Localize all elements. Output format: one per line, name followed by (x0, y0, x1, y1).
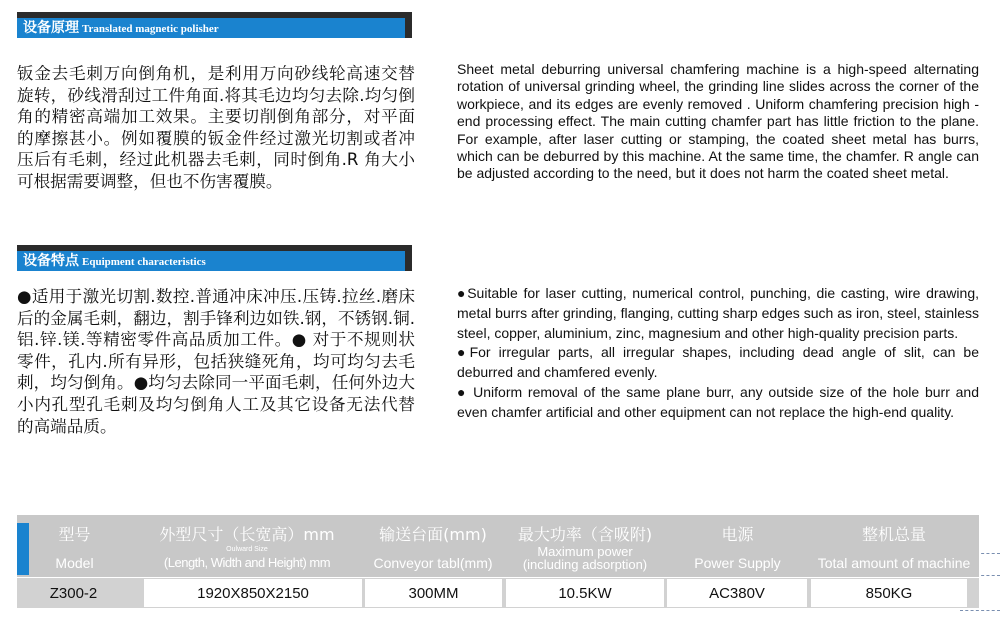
column-header-small-en: Oulward Size (226, 546, 268, 553)
cell-power: 10.5KW (506, 579, 664, 607)
table-row (17, 578, 979, 608)
column-header-cn: 输送台面(mm) (379, 525, 487, 544)
column-header-size (132, 515, 362, 577)
column-header-conveyor (362, 515, 504, 577)
column-header-en: Conveyor tabl(mm) (373, 555, 493, 571)
principle-paragraph-cn: 钣金去毛刺万向倒角机，是利用万向砂线轮高速交替旋转，砂线滑刮过工件角面.将其毛边均匀去除.均匀倒角的精密高端加工效果。主要切削倒角部分，对平面的摩擦甚小。例如覆膜的钣金件经过激光切割或者冲压后有毛刺，经过此机器去毛刺，同时倒角.R 角大小可根据需要调整，但也不伤害覆膜。 (17, 64, 415, 191)
column-header-en: (Length, Width and Height) mm (163, 555, 331, 570)
cell-size: 1920X850X2150 (144, 579, 362, 607)
column-header-en: Power Supply (694, 555, 781, 571)
table-accent-strip (17, 523, 29, 575)
column-header-cn: 最大功率（含吸附) (517, 525, 653, 544)
column-header-cn: 电源 (721, 525, 754, 544)
feature-bullet-en: ● Uniform removal of the same plane burr, any outside size of the hole burr and even chamfer artificial and other equipment can not replace the high-end quality. (457, 383, 979, 420)
column-header-model (17, 515, 132, 577)
cell-power-supply: AC380V (667, 579, 807, 607)
header-title-cn: 设备原理 (23, 20, 79, 36)
features-text-en (457, 284, 979, 423)
principle-text-cn (17, 63, 415, 193)
features-paragraph-cn: ●适用于激光切割.数控.普通冲床冲压.压铸.拉丝.磨床后的金属毛刺，翻边，割手锋利边如铁.钢，不锈钢.铜.铝.锌.镁.等精密零件高品质加工件。● 对于不规则状零件，孔内.所有异形，包括狭缝死角，均可均匀去毛刺，均匀倒角。●均匀去除同一平面毛刺，任何外边大小内孔型孔毛刺及均匀倒角人工及其它设备无法代替的高端品质。 (17, 287, 415, 436)
column-header-cn: 外型尺寸（长宽高）mm (159, 525, 335, 544)
column-header-en: Total amount of machine (817, 555, 971, 571)
principle-paragraph-en: Sheet metal deburring universal chamfering machine is a high-speed alternating rotation of universal grinding wheel, the grinding line slides across the corner of the workpiece, and its edges are evenly removed . Uniform chamfering precision high - end processing effect. The main cutting chamfer part has little friction to the plane. For example, after laser cutting or stamping, the coated sheet metal has burrs, which can be deburred by this machine. At the same time, the chamfer. R angle can be adjusted according to the need, but it does not harm the coated sheet metal. (457, 61, 979, 182)
column-header-power-supply (666, 515, 809, 577)
section-header-principle (17, 12, 412, 38)
dashed-divider (960, 610, 1000, 611)
column-header-cn: 型号 (58, 525, 91, 544)
cell-conveyor: 300MM (365, 579, 502, 607)
header-title-en: Translated magnetic polisher (82, 23, 219, 35)
cell-model: Z300-2 (17, 579, 130, 607)
column-header-en: Model (55, 555, 94, 571)
features-text-cn (17, 286, 415, 437)
header-title (23, 18, 219, 38)
feature-bullet-en: ●Suitable for laser cutting, numerical control, punching, die casting, wire drawing, metal burrs after grinding, flanging, cutting sharp edges such as iron, steel, stainless steel, copper, aluminium, zinc, magnesium and other high-quality precision parts. (457, 285, 979, 341)
column-header-power (504, 515, 666, 577)
column-header-en: (including adsorption) (522, 557, 648, 572)
header-title (23, 251, 206, 271)
header-title-cn: 设备特点 (23, 253, 79, 269)
header-title-en: Equipment characteristics (82, 256, 206, 268)
spec-table-header (17, 515, 979, 577)
column-header-en: Maximum power (537, 544, 633, 559)
column-header-cn: 整机总量 (861, 525, 926, 544)
column-header-weight (809, 515, 979, 577)
feature-bullet-en: ●For irregular parts, all irregular shapes, including dead angle of slit, can be deburred and chamfered evenly. (457, 344, 979, 381)
cell-weight: 850KG (811, 579, 967, 607)
section-header-features (17, 245, 412, 271)
principle-text-en (457, 61, 979, 183)
